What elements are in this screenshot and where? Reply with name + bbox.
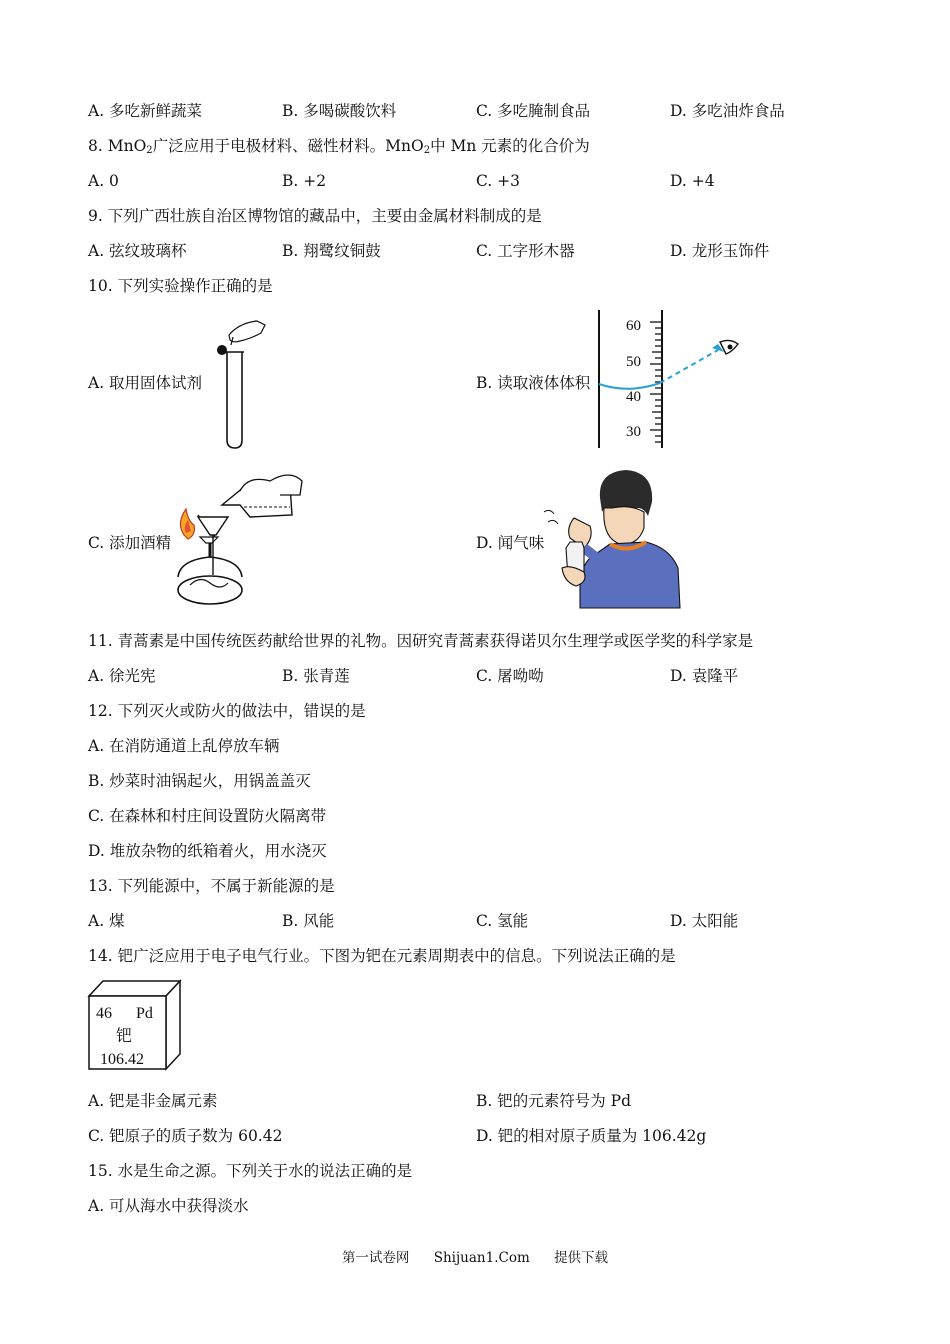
q8-option-b: B. +2 xyxy=(282,172,327,190)
q9-option-c: C. 工字形木器 xyxy=(476,242,575,260)
atomic-mass: 106.42 xyxy=(100,1051,144,1068)
q8-option-c: C. +3 xyxy=(476,172,521,190)
footer-site-name: 第一试卷网 xyxy=(341,1250,410,1266)
q13-option-c: C. 氢能 xyxy=(476,912,529,930)
q7-option-d: D. 多吃油炸食品 xyxy=(670,102,785,120)
q7-option-b: B. 多喝碳酸饮料 xyxy=(282,102,397,120)
q14-stem: 14. 钯广泛应用于电子电气行业。下图为钯在元素周期表中的信息。下列说法正确的是 xyxy=(88,947,676,965)
alcohol-lamp-figure xyxy=(170,465,310,610)
page-footer xyxy=(0,1246,950,1266)
q11-option-c: C. 屠呦呦 xyxy=(476,667,544,685)
q11-stem: 11. 青蒿素是中国传统医药献给世界的礼物。因研究青蒿素获得诺贝尔生理学或医学奖的科学家是 xyxy=(88,632,754,650)
q7-option-a: A. 多吃新鲜蔬菜 xyxy=(88,102,203,120)
q13-option-d: D. 太阳能 xyxy=(670,912,739,930)
q14-option-a: A. 钯是非金属元素 xyxy=(88,1092,218,1110)
q10-option-b: B. 读取液体体积 xyxy=(476,374,591,392)
q8-stem: 8. MnO$_2$广泛应用于电极材料、磁性材料。MnO$_2$中 Mn 元素的化合价为 xyxy=(88,137,590,156)
element-tile-palladium xyxy=(86,978,184,1072)
q11-option-b: B. 张青莲 xyxy=(282,667,350,685)
q12-stem: 12. 下列灭火或防火的做法中，错误的是 xyxy=(88,702,366,720)
q12-option-a: A. 在消防通道上乱停放车辆 xyxy=(88,737,280,755)
q10-option-c: C. 添加酒精 xyxy=(88,534,172,552)
q9-stem: 9. 下列广西壮族自治区博物馆的藏品中，主要由金属材料制成的是 xyxy=(88,207,542,225)
atomic-number: 46 xyxy=(96,1005,112,1022)
q9-option-b: B. 翔鹭纹铜鼓 xyxy=(282,242,381,260)
q7-option-c: C. 多吃腌制食品 xyxy=(476,102,591,120)
q11-option-d: D. 袁隆平 xyxy=(670,667,739,685)
q9-option-d: D. 龙形玉饰件 xyxy=(670,242,770,260)
footer-provider-text: 提供下载 xyxy=(554,1250,609,1266)
smelling-figure xyxy=(540,468,685,610)
cylinder-tick-40: 40 xyxy=(626,389,641,405)
element-name: 钯 xyxy=(116,1026,133,1045)
q13-option-a: A. 煤 xyxy=(88,912,125,930)
q11-option-a: A. 徐光宪 xyxy=(88,667,156,685)
q10-option-a: A. 取用固体试剂 xyxy=(88,374,203,392)
element-symbol: Pd xyxy=(136,1005,153,1022)
test-tube-solid-figure xyxy=(205,315,275,450)
q14-option-b: B. 钯的元素符号为 Pd xyxy=(476,1092,632,1110)
cylinder-tick-60: 60 xyxy=(626,318,641,334)
graduated-cylinder-figure xyxy=(590,308,750,453)
q9-option-a: A. 弦纹玻璃杯 xyxy=(88,242,187,260)
cylinder-tick-50: 50 xyxy=(626,354,641,370)
q15-option-a: A. 可从海水中获得淡水 xyxy=(88,1197,249,1215)
q13-stem: 13. 下列能源中，不属于新能源的是 xyxy=(88,877,335,895)
cylinder-tick-30: 30 xyxy=(626,424,641,440)
q8-option-d: D. +4 xyxy=(670,172,715,190)
footer-site-url: Shijuan1.Com xyxy=(433,1250,530,1266)
q10-option-d: D. 闻气味 xyxy=(476,534,545,552)
q12-option-c: C. 在森林和村庄间设置防火隔离带 xyxy=(88,807,327,825)
q13-option-b: B. 风能 xyxy=(282,912,335,930)
q14-option-d: D. 钯的相对原子质量为 106.42g xyxy=(476,1127,707,1145)
q12-option-b: B. 炒菜时油锅起火，用锅盖盖灭 xyxy=(88,772,311,790)
q15-stem: 15. 水是生命之源。下列关于水的说法正确的是 xyxy=(88,1162,413,1180)
q14-option-c: C. 钯原子的质子数为 60.42 xyxy=(88,1127,283,1145)
q12-option-d: D. 堆放杂物的纸箱着火，用水浇灭 xyxy=(88,842,327,860)
q10-stem: 10. 下列实验操作正确的是 xyxy=(88,277,273,295)
q8-option-a: A. 0 xyxy=(88,172,119,190)
